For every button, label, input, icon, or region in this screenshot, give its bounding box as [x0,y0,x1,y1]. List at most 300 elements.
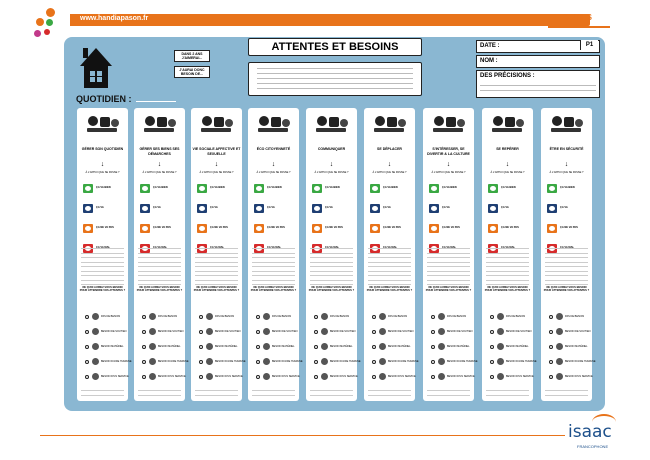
arrow-down-icon: ↓ [100,161,105,168]
need-option-label: BESOIN D'UN SERVICE [388,375,416,378]
radio-circle[interactable] [314,330,318,334]
level-face-icon [254,204,264,213]
need-option-label: BESOIN D'UN SERVICE [506,375,534,378]
radio-circle[interactable] [142,345,146,349]
need-option-3[interactable] [85,343,123,351]
need-pictogram-icon [206,373,213,380]
need-option-label: BESOIN DE SOUTIEN [158,330,184,333]
level-1[interactable] [83,184,123,193]
bottom-lines[interactable] [310,390,353,399]
need-option-2[interactable] [549,328,591,336]
need-option-label: BESOIN D'AIDE HUMAINE [215,360,246,363]
level-face-icon [547,184,557,193]
need-option-3[interactable] [549,343,587,351]
need-option-3[interactable] [490,343,528,351]
level-label: ÇA VA [210,206,218,209]
need-pictogram-icon [321,328,328,335]
need-option-4[interactable] [549,358,596,366]
column-5 [306,108,361,401]
site-url[interactable]: www.handiapason.fr [80,15,149,22]
level-label: ÇA VA BIEN [210,186,225,189]
need-option-label: BESOIN D'AIDE HUMAINE [447,360,478,363]
level-face-icon [547,224,557,233]
face-icon [142,226,148,231]
need-option-label: PAS DE BESOIN [565,315,585,318]
radio-circle[interactable] [372,375,376,379]
level-3[interactable] [140,224,180,233]
column-prompt: À L'APPUI QUE SE PASSE ? [256,171,291,174]
needs-question: DE QUOI AURIEZ-VOUS BESOIN POUR ATTEINDRE VOS ATTENTES ? [543,286,590,292]
need-option-label: BESOIN D'AIDE HUMAINE [565,360,596,363]
column-label: GÉRER SES BIENS SES DÉMARCHES [139,147,180,156]
need-option-label: BESOIN D'UN SERVICE [447,375,475,378]
level-3[interactable] [488,224,528,233]
quotidien-label: QUOTIDIEN : [76,94,132,104]
level-label: ÇA VA [560,206,568,209]
need-option-4[interactable] [85,358,132,366]
need-option-5[interactable] [256,373,300,381]
need-option-4[interactable] [372,358,419,366]
section-label: OUTILS [562,13,592,22]
level-2[interactable] [140,204,180,213]
answer-lines[interactable] [427,248,470,289]
level-2[interactable] [370,204,410,213]
need-option-1[interactable] [490,313,528,321]
need-pictogram-icon [379,313,386,320]
level-label: ÇA NE VA PAS [96,226,114,229]
need-option-label: BESOIN DE SOUTIEN [330,330,356,333]
location-icon [488,113,527,135]
level-3[interactable] [312,224,352,233]
column-3 [191,108,246,401]
need-option-4[interactable] [199,358,246,366]
column-label: SE REPÉRER [496,147,519,151]
face-icon [372,226,378,231]
level-label: ÇA NE VA PAS [325,226,343,229]
precisions-label: DES PRÉCISIONS : [480,73,535,79]
need-option-4[interactable] [256,358,303,366]
need-option-label: BESOIN MATÉRIEL [565,345,588,348]
level-2[interactable] [83,204,123,213]
arrow-down-icon: ↓ [329,161,334,168]
bottom-lines[interactable] [195,390,238,399]
need-pictogram-icon [263,328,270,335]
quotidien-line[interactable] [136,101,176,102]
house-icon [79,46,113,90]
level-face-icon [140,184,150,193]
answer-lines[interactable] [486,248,529,289]
need-pictogram-icon [379,373,386,380]
need-option-label: BESOIN DE SOUTIEN [565,330,591,333]
column-label: ÉCO CITOYENNETÉ [256,147,291,151]
level-face-icon [488,224,498,233]
need-option-label: BESOIN DE SOUTIEN [101,330,127,333]
radio-circle[interactable] [314,345,318,349]
level-label: ÇA VA BIEN [560,186,575,189]
need-option-2[interactable] [490,328,532,336]
need-pictogram-icon [556,373,563,380]
radio-circle[interactable] [431,375,435,379]
face-icon [372,206,378,211]
precisions-field[interactable] [476,70,600,98]
nom-label: NOM : [480,58,498,64]
face-icon [85,226,91,231]
level-1[interactable] [429,184,469,193]
face-icon [199,226,205,231]
need-option-2[interactable] [372,328,414,336]
need-option-label: BESOIN DE SOUTIEN [388,330,414,333]
need-pictogram-icon [379,343,386,350]
level-label: ÇA VA [442,206,450,209]
need-option-4[interactable] [142,358,189,366]
arrow-down-icon: ↓ [271,161,276,168]
answer-lines[interactable] [195,248,238,289]
radio-circle[interactable] [85,360,89,364]
need-pictogram-icon [206,328,213,335]
level-1[interactable] [140,184,180,193]
level-3[interactable] [547,224,587,233]
page-number: P1 [580,40,598,50]
radio-circle[interactable] [256,375,260,379]
date-label: DATE : [480,43,500,49]
level-label: ÇA VA BIEN [501,186,516,189]
level-label: ÇA VA [153,206,161,209]
need-option-5[interactable] [549,373,593,381]
level-1[interactable] [312,184,352,193]
radio-circle[interactable] [142,360,146,364]
need-option-label: BESOIN MATÉRIEL [158,345,181,348]
radio-circle[interactable] [314,360,318,364]
section-underline [548,26,610,28]
radio-circle[interactable] [199,360,203,364]
level-3[interactable] [254,224,294,233]
level-2[interactable] [197,204,237,213]
need-pictogram-icon [379,358,386,365]
face-icon [256,206,262,211]
need-option-1[interactable] [372,313,410,321]
radio-circle[interactable] [549,345,553,349]
nom-field[interactable] [476,55,600,68]
radio-circle[interactable] [256,330,260,334]
level-face-icon [429,204,439,213]
need-option-5[interactable] [431,373,475,381]
level-1[interactable] [488,184,528,193]
need-pictogram-icon [321,358,328,365]
bottom-lines[interactable] [427,390,470,399]
need-pictogram-icon [263,313,270,320]
need-option-label: PAS DE BESOIN [158,315,178,318]
level-3[interactable] [370,224,410,233]
bubble-top: DANS 2 ANS J'AIMERAI... [174,50,210,62]
need-option-label: BESOIN D'UN SERVICE [158,375,186,378]
need-option-label: BESOIN D'AIDE HUMAINE [158,360,189,363]
need-option-2[interactable] [142,328,184,336]
radio-circle[interactable] [372,345,376,349]
need-pictogram-icon [379,328,386,335]
column-label: GÉRER SON QUOTIDIEN [81,147,124,151]
need-pictogram-icon [92,358,99,365]
radio-circle[interactable] [85,375,89,379]
radio-circle[interactable] [199,315,203,319]
level-label: ÇA NE VA PAS [560,226,578,229]
level-2[interactable] [312,204,352,213]
need-option-5[interactable] [490,373,534,381]
need-pictogram-icon [321,343,328,350]
need-pictogram-icon [92,313,99,320]
radio-circle[interactable] [490,330,494,334]
level-label: ÇA NE VA PAS [383,226,401,229]
level-face-icon [254,224,264,233]
level-1[interactable] [197,184,237,193]
need-option-3[interactable] [431,343,469,351]
face-icon [431,206,437,211]
need-option-label: BESOIN D'AIDE HUMAINE [388,360,419,363]
need-option-label: PAS DE BESOIN [506,315,526,318]
need-option-label: PAS DE BESOIN [272,315,292,318]
bottom-lines[interactable] [486,390,529,399]
radio-circle[interactable] [142,315,146,319]
need-option-label: BESOIN D'UN SERVICE [330,375,358,378]
radio-circle[interactable] [549,315,553,319]
need-option-3[interactable] [372,343,410,351]
level-label: ÇA VA [267,206,275,209]
column-7 [423,108,478,401]
radio-circle[interactable] [142,375,146,379]
answer-lines[interactable] [81,248,124,289]
need-pictogram-icon [497,313,504,320]
arrow-down-icon: ↓ [564,161,569,168]
need-option-label: BESOIN MATÉRIEL [215,345,238,348]
need-option-2[interactable] [314,328,356,336]
radio-circle[interactable] [256,315,260,319]
need-pictogram-icon [321,313,328,320]
need-pictogram-icon [497,373,504,380]
radio-circle[interactable] [431,360,435,364]
need-option-4[interactable] [431,358,478,366]
need-option-label: BESOIN DE SOUTIEN [215,330,241,333]
need-option-label: PAS DE BESOIN [215,315,235,318]
need-option-3[interactable] [142,343,180,351]
radio-circle[interactable] [431,345,435,349]
radio-circle[interactable] [372,360,376,364]
radio-circle[interactable] [314,375,318,379]
need-option-5[interactable] [314,373,358,381]
level-face-icon [370,184,380,193]
need-pictogram-icon [438,313,445,320]
level-2[interactable] [429,204,469,213]
answer-lines[interactable] [368,248,411,289]
radio-circle[interactable] [142,330,146,334]
arrow-down-icon: ↓ [214,161,219,168]
need-option-4[interactable] [490,358,537,366]
answer-lines[interactable] [138,248,181,289]
column-prompt: À L'APPUI QUE SE PASSE ? [142,171,177,174]
need-option-label: BESOIN DE SOUTIEN [272,330,298,333]
need-option-2[interactable] [431,328,473,336]
need-pictogram-icon [497,328,504,335]
need-option-3[interactable] [199,343,237,351]
radio-circle[interactable] [490,375,494,379]
face-icon [549,206,555,211]
face-icon [256,186,262,191]
face-icon [431,186,437,191]
answer-lines[interactable] [545,248,588,289]
level-1[interactable] [547,184,587,193]
paperwork-icon [140,113,179,135]
communicate-icon [312,113,351,135]
level-1[interactable] [370,184,410,193]
need-option-5[interactable] [372,373,416,381]
needs-question: DE QUOI AURIEZ-VOUS BESOIN POUR ATTEINDRE VOS ATTENTES ? [250,286,297,292]
need-option-label: BESOIN MATÉRIEL [506,345,529,348]
need-option-3[interactable] [314,343,352,351]
need-pictogram-icon [438,328,445,335]
need-option-label: PAS DE BESOIN [447,315,467,318]
need-pictogram-icon [556,343,563,350]
answer-lines[interactable] [252,248,295,289]
bottom-lines[interactable] [252,390,295,399]
level-face-icon [197,224,207,233]
need-pictogram-icon [438,358,445,365]
level-2[interactable] [488,204,528,213]
level-face-icon [83,204,93,213]
radio-circle[interactable] [199,330,203,334]
needs-question: DE QUOI AURIEZ-VOUS BESOIN POUR ATTEINDRE VOS ATTENTES ? [193,286,240,292]
need-option-label: BESOIN MATÉRIEL [388,345,411,348]
need-option-2[interactable] [256,328,298,336]
need-option-2[interactable] [85,328,127,336]
level-face-icon [83,224,93,233]
radio-circle[interactable] [490,345,494,349]
bottom-lines[interactable] [138,390,181,399]
radio-circle[interactable] [199,345,203,349]
bottom-lines[interactable] [368,390,411,399]
need-pictogram-icon [206,343,213,350]
level-face-icon [488,204,498,213]
needs-question: DE QUOI AURIEZ-VOUS BESOIN POUR ATTEINDRE VOS ATTENTES ? [425,286,472,292]
radio-circle[interactable] [199,375,203,379]
level-label: ÇA VA BIEN [153,186,168,189]
bottom-lines[interactable] [81,390,124,399]
column-prompt: À L'APPUI QUE SE PASSE ? [85,171,120,174]
logo [30,6,72,42]
radio-circle[interactable] [549,360,553,364]
planet-hands-icon [254,113,293,135]
need-option-1[interactable] [431,313,469,321]
need-option-5[interactable] [85,373,129,381]
arrow-down-icon: ↓ [387,161,392,168]
level-3[interactable] [83,224,123,233]
level-2[interactable] [547,204,587,213]
level-face-icon [140,224,150,233]
column-prompt: À L'APPUI QUE SE PASSE ? [549,171,584,174]
page-title: ATTENTES ET BESOINS [248,38,422,56]
need-option-1[interactable] [142,313,180,321]
need-option-2[interactable] [199,328,241,336]
column-label: S'INTÉRESSER, SE DIVERTIR & LA CULTURE [427,147,470,156]
column-prompt: À L'APPUI QUE SE PASSE ? [199,171,234,174]
need-option-1[interactable] [199,313,237,321]
level-face-icon [254,184,264,193]
radio-circle[interactable] [85,315,89,319]
face-icon [490,186,496,191]
need-option-3[interactable] [256,343,294,351]
bottom-lines[interactable] [545,390,588,399]
column-prompt: À L'APPUI QUE SE PASSE ? [431,171,466,174]
need-option-1[interactable] [256,313,294,321]
arrow-down-icon: ↓ [446,161,451,168]
column-1 [77,108,132,401]
need-option-label: BESOIN D'UN SERVICE [101,375,129,378]
level-face-icon [429,184,439,193]
need-option-label: BESOIN D'AIDE HUMAINE [101,360,132,363]
radio-circle[interactable] [256,360,260,364]
face-icon [85,206,91,211]
arrow-down-icon: ↓ [505,161,510,168]
radio-circle[interactable] [431,330,435,334]
level-1[interactable] [254,184,294,193]
column-4 [248,108,303,401]
need-option-label: BESOIN D'UN SERVICE [565,375,593,378]
level-3[interactable] [197,224,237,233]
radio-circle[interactable] [256,345,260,349]
level-3[interactable] [429,224,469,233]
need-option-5[interactable] [199,373,243,381]
need-option-label: BESOIN D'UN SERVICE [272,375,300,378]
need-option-1[interactable] [549,313,587,321]
need-pictogram-icon [497,358,504,365]
column-prompt: À L'APPUI QUE SE PASSE ? [372,171,407,174]
radio-circle[interactable] [372,315,376,319]
need-option-5[interactable] [142,373,186,381]
radio-circle[interactable] [549,330,553,334]
radio-circle[interactable] [490,315,494,319]
radio-circle[interactable] [431,315,435,319]
need-option-label: BESOIN D'AIDE HUMAINE [272,360,303,363]
need-option-label: BESOIN MATÉRIEL [272,345,295,348]
notes-area[interactable] [248,62,422,96]
level-face-icon [488,184,498,193]
level-label: ÇA NE VA PAS [501,226,519,229]
level-label: ÇA NE VA PAS [210,226,228,229]
level-face-icon [312,204,322,213]
level-label: ÇA VA [383,206,391,209]
isaac-logo: isaac [568,422,612,442]
answer-lines[interactable] [310,248,353,289]
level-label: ÇA NE VA PAS [267,226,285,229]
radio-circle[interactable] [549,375,553,379]
column-label: SE DÉPLACER [377,147,402,151]
culture-icon [429,113,468,135]
column-label: VIE SOCIALE AFFECTIVE ET SEXUELLE [192,147,241,156]
need-pictogram-icon [149,358,156,365]
need-option-4[interactable] [314,358,361,366]
need-pictogram-icon [92,343,99,350]
radio-circle[interactable] [85,345,89,349]
level-label: ÇA VA BIEN [96,186,111,189]
radio-circle[interactable] [490,360,494,364]
radio-circle[interactable] [314,315,318,319]
radio-circle[interactable] [85,330,89,334]
level-face-icon [547,204,557,213]
level-2[interactable] [254,204,294,213]
level-face-icon [312,224,322,233]
need-option-1[interactable] [85,313,123,321]
column-label: ÊTRE EN SÉCURITÉ [549,147,584,151]
radio-circle[interactable] [372,330,376,334]
need-option-1[interactable] [314,313,352,321]
need-option-label: BESOIN DE SOUTIEN [447,330,473,333]
